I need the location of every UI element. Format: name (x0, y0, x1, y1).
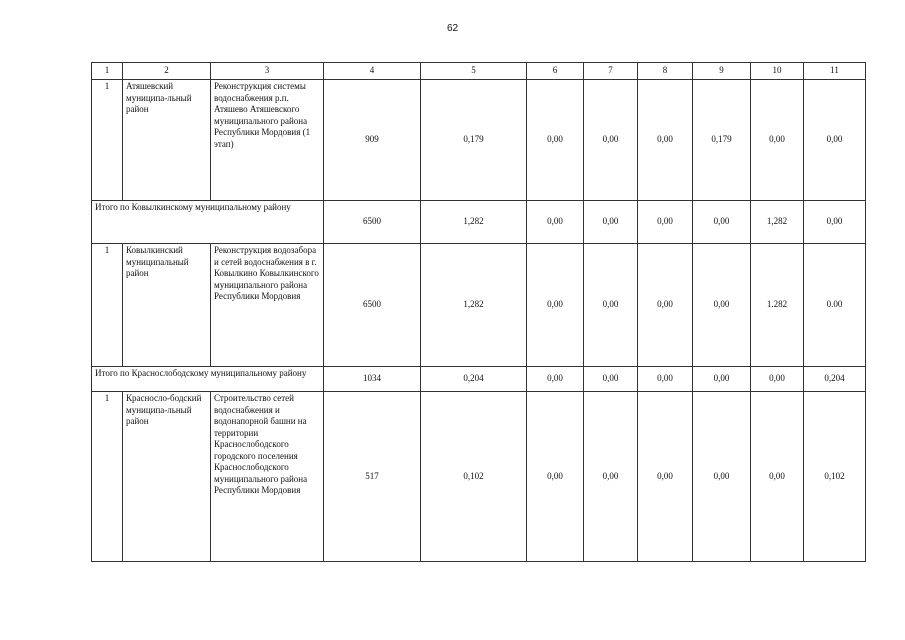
value-cell: 1,282 (751, 201, 804, 244)
value-cell: 909 (324, 80, 421, 201)
value-cell: 1.282 (751, 244, 804, 367)
value-cell: 0,00 (638, 367, 693, 392)
value-cell: 6500 (324, 201, 421, 244)
column-header: 7 (584, 63, 638, 80)
value-cell: 0,179 (421, 80, 527, 201)
value-cell: 517 (324, 392, 421, 562)
column-header: 8 (638, 63, 693, 80)
value-cell: 1,282 (421, 244, 527, 367)
table-row (92, 80, 866, 201)
value-cell: 0,00 (751, 392, 804, 562)
budget-table (91, 62, 866, 562)
value-cell: 0,00 (638, 392, 693, 562)
value-cell: 1034 (324, 367, 421, 392)
value-cell: 0,00 (584, 244, 638, 367)
row-number: 1 (92, 244, 123, 367)
value-cell: 0,102 (421, 392, 527, 562)
value-cell: 0,00 (527, 244, 584, 367)
project-name: Строительство сетей водоснабжения и водонапорной башни на территории Краснослободского городского поселения Краснослободского муниципального района Республики Мордовия (211, 392, 324, 562)
column-header: 1 (92, 63, 123, 80)
value-cell: 0,204 (804, 367, 866, 392)
value-cell: 0,00 (638, 201, 693, 244)
value-cell: 0,00 (584, 367, 638, 392)
value-cell: 0,179 (693, 80, 751, 201)
table-row (92, 392, 866, 562)
project-name: Реконструкция водозабора и сетей водоснабжения в г. Ковылкино Ковылкинского муниципального района Республики Мордовия (211, 244, 324, 367)
district-name: Ковылкинский муниципальный район (123, 244, 211, 367)
column-header: 5 (421, 63, 527, 80)
district-name: Красносло-бодский муниципа-льный район (123, 392, 211, 562)
column-header: 6 (527, 63, 584, 80)
column-header: 3 (211, 63, 324, 80)
value-cell: 1,282 (421, 201, 527, 244)
value-cell: 0,00 (693, 367, 751, 392)
value-cell: 0,00 (804, 201, 866, 244)
value-cell: 0,00 (584, 392, 638, 562)
value-cell: 0.00 (804, 244, 866, 367)
column-header: 10 (751, 63, 804, 80)
value-cell: 0,00 (527, 367, 584, 392)
value-cell: 0,00 (751, 367, 804, 392)
value-cell: 0,204 (421, 367, 527, 392)
value-cell: 0,00 (693, 392, 751, 562)
total-row (92, 367, 866, 392)
value-cell: 0,00 (527, 392, 584, 562)
value-cell: 0,00 (527, 201, 584, 244)
value-cell: 0,00 (638, 244, 693, 367)
value-cell: 0,00 (527, 80, 584, 201)
column-header: 11 (804, 63, 866, 80)
project-name: Реконструкция системы водоснабжения р.п. Атяшево Атяшевского муниципального района Республики Мордовия (1 этап) (211, 80, 324, 201)
value-cell: 0,00 (693, 201, 751, 244)
column-header: 4 (324, 63, 421, 80)
row-number: 1 (92, 80, 123, 201)
value-cell: 0,00 (804, 80, 866, 201)
row-number: 1 (92, 392, 123, 562)
total-label: Итого по Ковылкинскому муниципальному району (92, 201, 324, 244)
table-row (92, 244, 866, 367)
value-cell: 6500 (324, 244, 421, 367)
value-cell: 0,00 (584, 80, 638, 201)
value-cell: 0,00 (584, 201, 638, 244)
column-number-row (92, 63, 866, 80)
value-cell: 0,00 (693, 244, 751, 367)
column-header: 2 (123, 63, 211, 80)
page-number: 62 (446, 23, 459, 34)
district-name: Атяшевский муниципа-льный район (123, 80, 211, 201)
value-cell: 0,102 (804, 392, 866, 562)
total-row (92, 201, 866, 244)
value-cell: 0,00 (751, 80, 804, 201)
value-cell: 0,00 (638, 80, 693, 201)
total-label: Итого по Краснослободскому муниципальному району (92, 367, 324, 392)
column-header: 9 (693, 63, 751, 80)
